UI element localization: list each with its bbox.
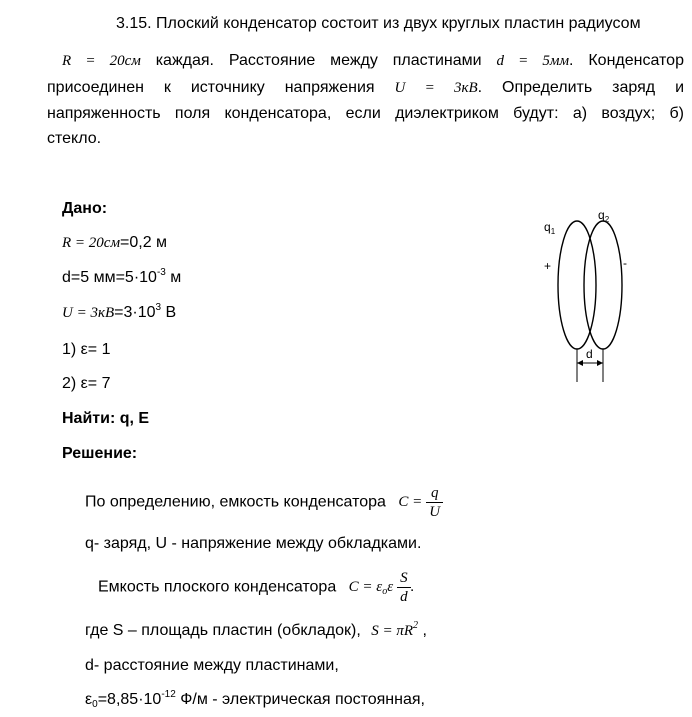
plate-1: [558, 221, 596, 349]
exponent: -12: [161, 689, 176, 700]
subscript: 0: [92, 699, 98, 710]
problem-text: . Определить заряд и: [477, 79, 685, 96]
plate-2: [584, 221, 622, 349]
problem-line-3: напряженность поля конденсатора, если диэлектриком будут: а) воздух; б): [47, 105, 684, 122]
exponent: -3: [156, 267, 166, 278]
period: .: [410, 579, 415, 595]
exponent: 3: [155, 302, 162, 313]
solution-text: где S – площадь пластин (обкладок),: [85, 622, 361, 639]
capacitor-diagram: [535, 200, 645, 390]
problem-line-4: стекло.: [47, 130, 102, 147]
solution-line-2: q- заряд, U - напряжение между обкладками.: [85, 535, 422, 552]
label-d: d: [586, 347, 593, 361]
eq-capacity-lhs: C =: [398, 494, 423, 510]
given-value: =3·10: [114, 304, 156, 321]
problem-line-2: [47, 79, 684, 97]
given-eps-2: 2) ε= 7: [62, 375, 111, 392]
epsilon: ε: [85, 691, 93, 708]
arrowhead-right: [597, 360, 603, 366]
solution-line-6: [85, 691, 425, 709]
fraction-q-over-u: $\frac{q}{U}$: [426, 484, 443, 521]
solution-heading: Решение:: [62, 445, 138, 462]
label-q1: $q_1$: [544, 220, 556, 236]
value: =8,85·10: [97, 691, 162, 708]
unit: м: [165, 269, 182, 286]
eq-voltage: U = 3кВ: [394, 80, 478, 96]
comma: ,: [422, 622, 427, 639]
solution-line-1: [85, 484, 443, 521]
problem-text: каждая. Расстояние между пластинами: [155, 52, 482, 69]
given-heading: Дано:: [62, 200, 108, 217]
label-minus: -: [623, 256, 627, 270]
unit: В: [161, 304, 177, 321]
given-radius: [62, 234, 167, 252]
label-q2: $q_2$: [598, 208, 610, 224]
eq-distance: d = 5мм: [496, 53, 570, 69]
problem-text: присоединен к источнику напряжения: [47, 79, 375, 96]
eq-radius: R = 20см: [62, 53, 141, 69]
given-eps-1: 1) ε= 1: [62, 341, 111, 358]
find-heading: Найти: q, E: [62, 410, 150, 427]
solution-text: Ф/м - электрическая постоянная,: [175, 691, 425, 708]
solution-line-5: d- расстояние между пластинами,: [85, 657, 339, 674]
arrowhead-left: [577, 360, 583, 366]
solution-text: Емкость плоского конденсатора: [98, 578, 337, 596]
eq-radius: R = 20см: [62, 235, 121, 251]
solution-line-4: [85, 622, 427, 640]
problem-title: 3.15. Плоский конденсатор состоит из двух круглых пластин радиусом: [116, 15, 641, 32]
eq-voltage: U = 3кВ: [62, 305, 115, 321]
fraction-s-over-d: $\frac{S}{d}$: [397, 569, 411, 606]
solution-line-3: [98, 569, 414, 606]
solution-text: По определению, емкость конденсатора: [85, 493, 386, 511]
eq-area: $S = \pi R^2$: [371, 620, 419, 639]
given-value: =0,2 м: [120, 234, 168, 251]
problem-text: . Конденсатор: [569, 52, 684, 69]
given-value: d=5 мм=5·10: [62, 269, 157, 286]
eq-plate-capacity: $C = \varepsilon_o\varepsilon$: [348, 579, 394, 597]
given-voltage: [62, 304, 176, 322]
given-distance: [62, 269, 181, 287]
label-plus: +: [544, 259, 552, 273]
problem-line-1: [62, 52, 684, 70]
